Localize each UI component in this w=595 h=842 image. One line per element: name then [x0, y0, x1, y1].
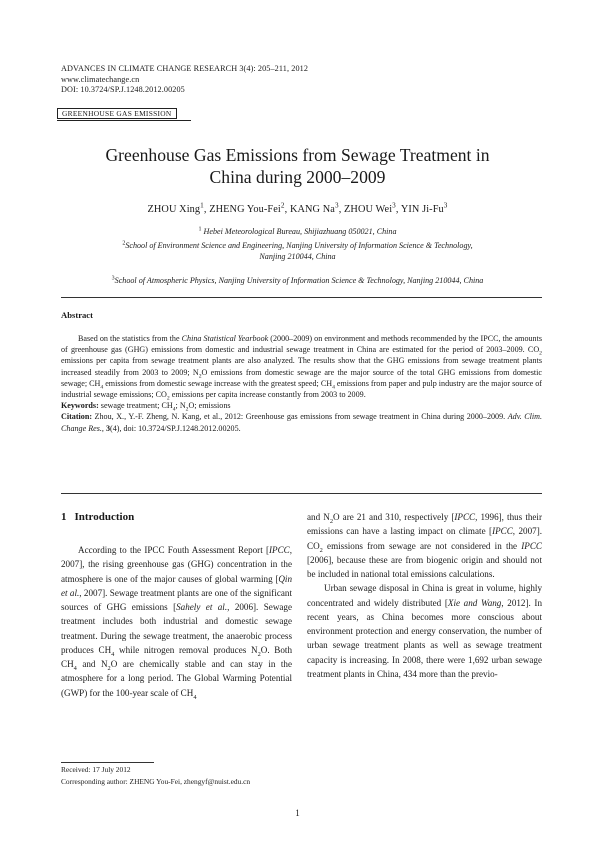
paragraph: and $N_2O$ are 21 and 310, respectively [IPCC, 1996], thus their emissions can have a lasting impact on climate [IPCC, 2007]. $CO_2$ emissions from sewage are not considered in the IPCC [2006], because these are from biogenic origin and should not be included in national total emissions calculations.: [307, 512, 542, 579]
affiliation-mark: 3: [111, 275, 115, 282]
title-line-1: Greenhouse Gas Emissions from Sewage Treatment in: [105, 145, 490, 165]
author-affiliation-mark: 1: [200, 201, 204, 210]
affiliation-text: School of Environment Science and Engineering, Nanjing University of Information Science & Technology,: [125, 241, 473, 250]
paragraph: Urban sewage disposal in China is great in volume, highly concentrated and widely distributed [Xie and Wang, 2012]. In recent years, as China becomes more conscious about environment protection and energy conservation, the number of urban sewage treatment plants as well as sewage treatment capacity is increasing. In 2008, there were 1,692 urban sewage treatment plants in China, 434 more than the previo-: [307, 583, 542, 679]
author-name: KANG Na: [289, 204, 335, 215]
citation-label: Citation:: [61, 412, 93, 422]
received-date: Received: 17 July 2012: [61, 765, 131, 774]
corresponding-author: Corresponding author: ZHENG You-Fei, zhengyf@nuist.edu.cn: [61, 777, 251, 786]
author-affiliation-mark: 3: [392, 201, 396, 210]
author-name: ZHOU Wei: [344, 204, 393, 215]
affiliation-2: [40, 240, 555, 262]
journal-website: www.climatechange.cn: [61, 74, 140, 84]
affiliation-text: School of Atmospheric Physics, Nanjing University of Information Science & Technology, Nanjing 210044, China: [114, 276, 484, 285]
section-title: Introduction: [74, 511, 135, 523]
affiliation-3: [40, 275, 555, 286]
author-affiliation-mark: 3: [334, 201, 339, 210]
affiliation-mark: 1: [198, 226, 202, 233]
footnote-rule: [61, 762, 154, 763]
author-affiliation-mark: 2: [280, 201, 285, 210]
abstract-bottom-rule: [61, 493, 542, 494]
yearbook-title: China Statistical Yearbook: [181, 334, 269, 343]
affiliation-text: Hebei Meteorological Bureau, Shijiazhuang 050021, China: [203, 227, 397, 236]
keywords-label: Keywords:: [61, 401, 99, 411]
keywords: Keywords: sewage treatment; $CH_4$; $N_2O$; emissions: [61, 401, 231, 413]
author-list: ZHOU Xing$^1$, ZHENG You-Fei$^2$, KANG Na$^3$, ZHOU Wei$^3$, YIN Ji-Fu$^3$: [147, 201, 448, 215]
journal-header: [61, 64, 308, 96]
section-number: 1: [61, 511, 67, 523]
affiliation-text: Nanjing 210044, China: [259, 252, 336, 261]
abstract-body: Based on the statistics from the China Statistical Yearbook (2000–2009) on environment and methods recommended by the IPCC, the amounts of greenhouse gas (GHG) emissions from domestic and industrial sewage treatment in China are estimated for the period of 2003–2009. $CO_2$ emissions per capita from sewage treatment plants are also analyzed. The results show that the GHG emissions from sewage treatment plants increased steadily from 2003 to 2009; $N_2O$ emissions from domestic sewage are the major source of the total GHG emissions from domestic sewage; $CH_4$ emissions from domestic sewage increase with the greatest speed; $CH_4$ emissions from paper and pulp industry are the major source of industrial sewage emissions; $CO_2$ emissions per capita increase constantly from 2003 to 2009. Keywords: sewage treatment; $CH_4$; $N_2O$; emissions Citation: Zhou, X., Y.-F. Zheng, N. Kang, et al., 2012: Greenhouse gas emissions from sewage treatment in China during 2000–2009. Adv. Clim. Change Res., 3(4), doi: 10.3724/SP.J.1248.2012.00205.: [61, 334, 543, 433]
author-name: YIN Ji-Fu: [400, 204, 444, 215]
intro-left-column: [61, 543, 292, 700]
author-name: ZHOU Xing: [147, 204, 201, 215]
citation: Citation: Zhou, X., Y.-F. Zheng, N. Kang, et al., 2012: Greenhouse gas emissions from sewage treatment in China during 2000–2009. Adv. Clim. Change Res., 3(4), doi: 10.3724/SP.J.1248.2012.00205.: [61, 412, 543, 433]
section-tag-underline: [57, 120, 191, 121]
page-number: 1: [295, 808, 300, 818]
journal-doi: DOI: 10.3724/SP.J.1248.2012.00205: [61, 85, 185, 94]
paragraph: According to the IPCC Fouth Assessment Report [IPCC, 2007], the rising greenhouse gas (GHG) concentration in the atmosphere is one of the major causes of global warming [Qin et al., 2007]. Sewage treatment plants are one of the significant sources of GHG emissions [Sahely et al., 2006]. Sewage treatment includes both industrial and domestic sewage treatment. During the sewage treatment, the anaerobic process produces $CH_4$ while nitrogen removal produces $N_2O$. Both $CH_4$ and $N_2O$ are chemically stable and can stay in the atmosphere for a long period. The Global Warming Potential (GWP) for the 100-year scale of $CH_4$: [61, 545, 293, 701]
abstract-heading: Abstract: [61, 310, 93, 320]
abstract-top-rule: [61, 297, 542, 298]
section-tag: GREENHOUSE GAS EMISSION: [57, 108, 177, 119]
journal-name-line: ADVANCES IN CLIMATE CHANGE RESEARCH 3(4): 205–211, 2012: [61, 64, 309, 73]
paper-title: [40, 145, 555, 188]
title-line-2: China during 2000–2009: [209, 166, 386, 187]
affiliation-mark: 2: [122, 240, 126, 247]
author-affiliation-mark: 3: [443, 201, 448, 210]
section-heading-introduction: [61, 511, 134, 523]
intro-right-column: [307, 510, 542, 681]
affiliation-1: [40, 226, 555, 237]
author-name: ZHENG You-Fei: [209, 204, 281, 215]
